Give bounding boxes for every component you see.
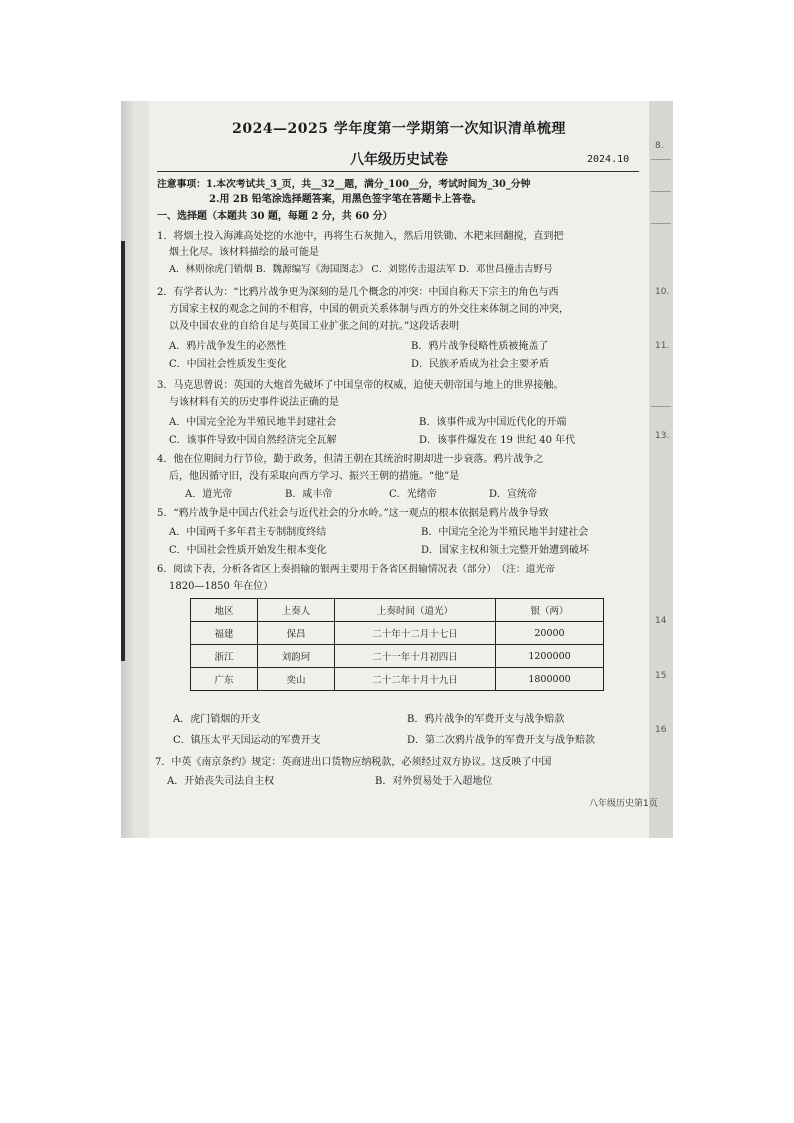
q6-stem-2: 1820—1850 年在位） — [169, 581, 274, 592]
q5-option-c: C．中国社会性质开始发生根本变化 — [169, 545, 327, 556]
table-cell: 福建 — [191, 622, 258, 645]
table-cell: 1200000 — [496, 645, 604, 668]
q4-stem-2: 后，他因循守旧，没有采取向西方学习、振兴王朝的措施。“他”是 — [169, 471, 460, 482]
q4-option-d: D．宣统帝 — [489, 489, 538, 500]
table-row — [191, 645, 604, 668]
adjacent-page-edge — [649, 101, 673, 838]
q5-option-d: D．国家主权和领土完整开始遭到破坏 — [421, 545, 590, 556]
table-cell: 1800000 — [496, 668, 604, 691]
margin-number: 14 — [655, 616, 667, 626]
section-one-heading: 一、选择题（本题共 30 题，每题 2 分，共 60 分） — [157, 211, 393, 222]
table-cell: 奕山 — [258, 668, 335, 691]
q4-option-a: A．道光帝 — [185, 489, 233, 500]
table-header-cell: 银（两） — [496, 599, 604, 622]
q6-stem-1: 6．阅读下表，分析各省区上奏捐输的银两主要用于各省区捐输情况表（部分） （注：道光帝 — [157, 564, 556, 575]
q2-option-b: B．鸦片战争侵略性质被掩盖了 — [411, 341, 549, 352]
table-cell: 二十一年十月初四日 — [335, 645, 496, 668]
edge-line — [651, 406, 671, 407]
table-cell: 浙江 — [191, 645, 258, 668]
q1-options: A．林则徐虎门销烟 B．魏源编写《海国图志》 C．刘铭传击退法军 D．邓世昌撞击吉野号 — [169, 264, 553, 275]
q6-option-a: A．虎门销烟的开支 — [173, 714, 261, 725]
q2-option-a: A．鸦片战争发生的必然性 — [169, 341, 287, 352]
notice-line-1: 注意事项：1.本次考试共_3_页，共__32__题，满分_100__分，考试时间为_30_分钟 — [157, 179, 531, 190]
table-cell: 刘韵珂 — [258, 645, 335, 668]
margin-number: 10. — [655, 287, 670, 297]
table-cell: 二十年十二月十七日 — [335, 622, 496, 645]
q4-option-c: C．光绪帝 — [389, 489, 437, 500]
table-row — [191, 668, 604, 691]
exam-page — [149, 101, 649, 838]
margin-number: 15 — [655, 671, 667, 681]
q5-option-a: A．中国两千多年君主专制制度终结 — [169, 527, 327, 538]
dark-edge-line — [121, 241, 125, 661]
q7-option-a: A．开始丧失司法自主权 — [167, 776, 275, 787]
q1-stem-1: 1．将烟土投入海滩高处挖的水池中，再将生石灰抛入，然后用铁锄、木耙来回翻搅，直到把 — [157, 231, 564, 242]
exam-title: 2024—2025 学年度第一学期第一次知识清单梳理 — [232, 121, 566, 137]
edge-line — [651, 223, 671, 224]
q6-option-b: B．鸦片战争的军费开支与战争赔款 — [407, 714, 565, 725]
margin-number: 13. — [655, 431, 670, 441]
header-rule — [157, 171, 639, 172]
q3-stem-1: 3．马克思曾说：英国的大炮首先破坏了中国皇帝的权威，迫使天朝帝国与地上的世界接触。 — [157, 380, 564, 391]
table-row — [191, 622, 604, 645]
exam-subtitle: 八年级历史试卷 — [350, 152, 448, 168]
table-cell: 广东 — [191, 668, 258, 691]
table-header-row — [191, 599, 604, 622]
edge-line — [651, 191, 671, 192]
table-cell: 20000 — [496, 622, 604, 645]
table-header-cell: 上奏人 — [258, 599, 335, 622]
q2-stem-2: 方国家主权的观念之间的不相容，中国的朝贡关系体制与西方的外交往来体制之间的冲突， — [169, 304, 569, 315]
notice-line-2: 2.用 2B 铅笔涂选择题答案，用黑色签字笔在答题卡上答卷。 — [209, 194, 482, 205]
q3-option-a: A．中国完全沦为半殖民地半封建社会 — [169, 417, 337, 428]
q2-option-d: D．民族矛盾成为社会主要矛盾 — [411, 359, 550, 370]
margin-number: 11. — [655, 341, 670, 351]
exam-date: 2024.10 — [587, 154, 630, 165]
q3-stem-2: 与该材料有关的历史事件说法正确的是 — [169, 397, 339, 408]
q6-option-c: C．镇压太平天国运动的军费开支 — [173, 735, 321, 746]
q7-option-b: B．对外贸易处于入超地位 — [375, 776, 493, 787]
table-header-cell: 上奏时间（道光） — [335, 599, 496, 622]
q3-option-b: B．该事件成为中国近代化的开端 — [419, 417, 567, 428]
q1-stem-2: 烟土化尽。该材料描绘的最可能是 — [169, 247, 319, 258]
page-footer: 八年级历史第1页 — [589, 799, 658, 809]
q3-option-d: D．该事件爆发在 19 世纪 40 年代 — [419, 435, 576, 446]
q6-option-d: D．第二次鸦片战争的军费开支与战争赔款 — [407, 735, 596, 746]
table-header-cell: 地区 — [191, 599, 258, 622]
photo-of-exam-paper — [121, 101, 673, 838]
table-cell: 二十二年十月十九日 — [335, 668, 496, 691]
q7-stem-1: 7．中英《南京条约》规定：英商进出口货物应纳税款，必须经过双方协议。这反映了中国 — [155, 757, 552, 768]
q2-stem-3: 以及中国农业的自给自足与英国工业扩张之间的对抗。”这段话表明 — [169, 321, 460, 332]
table-cell: 保昌 — [258, 622, 335, 645]
q2-option-c: C．中国社会性质发生变化 — [169, 359, 287, 370]
margin-number: 8. — [655, 141, 664, 151]
margin-number: 16 — [655, 725, 667, 735]
edge-line — [651, 159, 671, 160]
q5-option-b: B．中国完全沦为半殖民地半封建社会 — [421, 527, 589, 538]
donation-table — [190, 598, 604, 691]
q4-stem-1: 4．他在位期间力行节俭，勤于政务，但清王朝在其统治时期却进一步衰落。鸦片战争之 — [157, 454, 544, 465]
q5-stem-1: 5．“鸦片战争是中国古代社会与近代社会的分水岭。”这一观点的根本依据是鸦片战争导致 — [157, 508, 549, 519]
q3-option-c: C．该事件导致中国自然经济完全瓦解 — [169, 435, 337, 446]
q2-stem-1: 2．有学者认为：“比鸦片战争更为深刻的是几个概念的冲突：中国自称天下宗主的角色与西 — [157, 287, 559, 298]
q4-option-b: B．咸丰帝 — [285, 489, 333, 500]
